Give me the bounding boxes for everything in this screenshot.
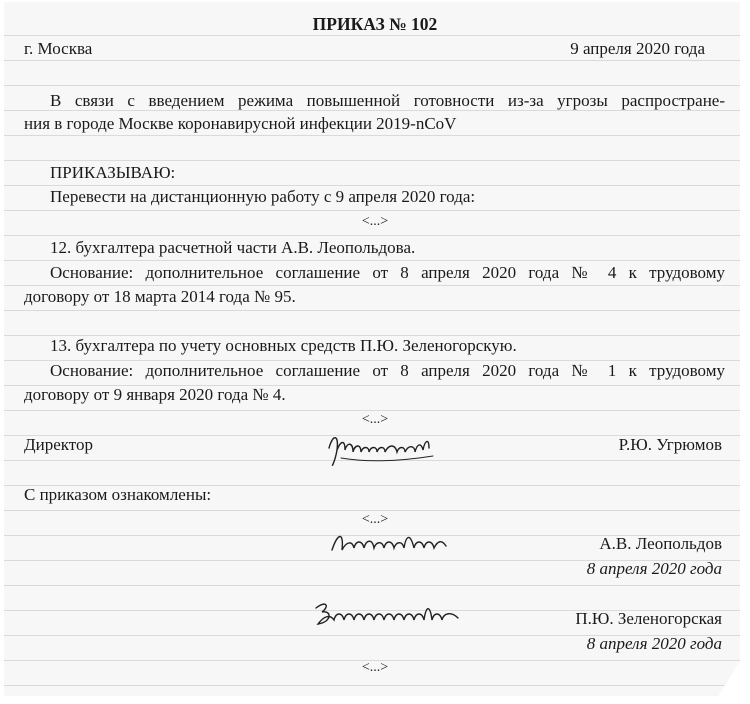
ellipsis-4: <...> xyxy=(361,660,389,675)
ellipsis-1: <...> xyxy=(361,214,389,229)
preamble-line-2: ния в городе Москве коронавирусной инфекции 2019-nCoV xyxy=(24,114,457,133)
item-12-basis-line-2: договору от 18 марта 2014 года № 95. xyxy=(24,287,296,306)
acquainted-label: С приказом ознакомлены: xyxy=(24,485,212,504)
city: г. Москва xyxy=(24,39,93,58)
item-13: 13. бухгалтера по учету основных средств П.Ю. Зеленогорскую. xyxy=(50,336,517,355)
director-title: Директор xyxy=(24,435,93,454)
order-instruction: Перевести на дистанционную работу с 9 апреля 2020 года: xyxy=(50,187,476,206)
order-keyword: ПРИКАЗЫВАЮ: xyxy=(50,163,176,182)
zelenogorskaya-date: 8 апреля 2020 года xyxy=(586,634,722,653)
item-12: 12. бухгалтера расчетной части А.В. Леопольдова. xyxy=(50,238,416,257)
leopoldov-date: 8 апреля 2020 года xyxy=(586,559,722,578)
leopoldov-name: А.В. Леопольдов xyxy=(599,534,722,553)
item-13-basis-line-2: договору от 9 января 2020 года № 4. xyxy=(24,385,286,404)
ellipsis-3: <...> xyxy=(361,512,389,527)
director-name: Р.Ю. Угрюмов xyxy=(618,435,722,454)
director-signature xyxy=(325,428,445,470)
preamble-line-1: В связи с введением режима повышенной готовности из-за угрозы распростране- xyxy=(50,91,725,110)
item-13-basis-line-1: Основание: дополнительное соглашение от 8 апреля 2020 года № 1 к трудовому xyxy=(50,361,725,380)
zelenogorskaya-name: П.Ю. Зеленогорская xyxy=(575,609,722,628)
item-12-basis-line-1: Основание: дополнительное соглашение от 8 апреля 2020 года № 4 к трудовому xyxy=(50,263,725,282)
zelenogorskaya-signature xyxy=(312,598,467,632)
order-date: 9 апреля 2020 года xyxy=(570,39,705,58)
leopoldov-signature xyxy=(328,528,453,558)
ellipsis-2: <...> xyxy=(361,412,389,427)
document-title: ПРИКАЗ № 102 xyxy=(312,14,438,34)
